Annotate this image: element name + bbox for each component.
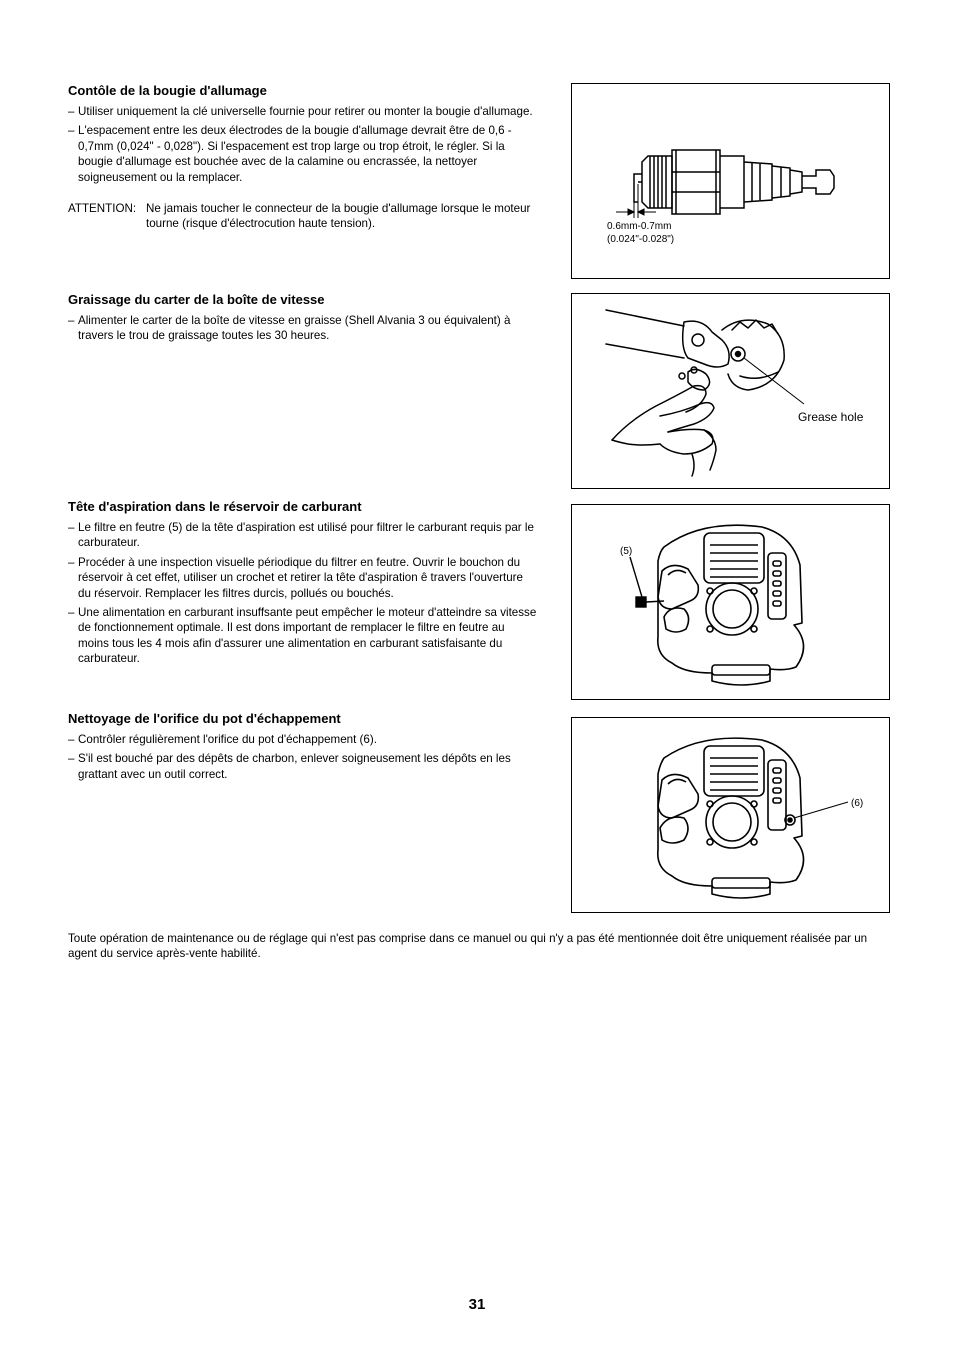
bullet-list xyxy=(68,313,538,344)
list-item: – Procéder à une inspection visuelle périodique du filtrer en feutre. Ouvrir le bouchon du réservoir à cet effet, utiliser un crochet et retirer la tête d'aspiration ê travers l'ouverture du réservoir. Remplacer les filtres durcis, pollués ou bouchés. xyxy=(68,555,538,601)
list-item: – Utiliser uniquement la clé universelle fournie pour retirer ou monter la bougie d'allumage. xyxy=(68,104,538,119)
section-fuel-filter xyxy=(68,499,538,671)
list-item: – Alimenter le carter de la boîte de vitesse en graisse (Shell Alvania 3 ou équivalent) à travers le trou de graissage toutes les 30 heures. xyxy=(68,313,538,344)
list-item: – Une alimentation en carburant insuffsante peut empêcher le moteur d'atteindre sa vitesse de fonctionnement optimale. Il est dons important de remplacer le filtre en feutre au moins tous les 4 mois afin d'assurer une alimentation en carburant satisfaisante du carburateur. xyxy=(68,605,538,667)
page-number: 31 xyxy=(468,1296,486,1313)
list-item: – Le filtre en feutre (5) de la tête d'aspiration est utilisé pour filtrer le carburant requis par le carburateur. xyxy=(68,520,538,551)
figure-gearbox-grease xyxy=(571,293,890,489)
section-gearbox-grease xyxy=(68,292,538,348)
engine-exhaust-illustration xyxy=(572,718,889,912)
bullet-list xyxy=(68,104,538,185)
figure-fuel-filter xyxy=(571,504,890,700)
attention-label: ATTENTION: xyxy=(68,202,137,216)
figure-spark-plug xyxy=(571,83,890,279)
figure-exhaust xyxy=(571,717,890,913)
section-exhaust xyxy=(68,711,538,786)
section-title: Graissage du carter de la boîte de vitesse xyxy=(68,292,325,307)
list-item: – L'espacement entre les deux électrodes de la bougie d'allumage devrait être de 0,6 - 0,7mm (0,024" - 0,028"). Si l'espacement est trop large ou trop étroit, le régler. Si la bougie d'allumage est bouchée avec de la calamine ou encrassée, la nettoyer soigneusement ou la remplacer. xyxy=(68,123,538,185)
attention-text: Ne jamais toucher le connecteur de la bougie d'allumage lorsque le moteur tourne (risque d'électrocution haute tension). xyxy=(146,202,531,231)
grease-hole-label: Grease hole xyxy=(798,410,864,424)
gap-metric-label: 0.6mm-0.7mm xyxy=(607,221,672,232)
engine-illustration xyxy=(572,505,889,699)
section-title: Tête d'aspiration dans le réservoir de carburant xyxy=(68,499,362,514)
attention-note xyxy=(68,201,538,232)
section-title: Contôle de la bougie d'allumage xyxy=(68,83,267,98)
exhaust-label: (6) xyxy=(851,798,864,809)
footer-note: Toute opération de maintenance ou de réglage qui n'est pas comprise dans ce manuel ou qui n'y a pas été mentionnée doit être uniquement réalisée par un agent du service après-vente habilité. xyxy=(68,932,868,961)
section-title: Nettoyage de l'orifice du pot d'échappement xyxy=(68,711,341,726)
list-item: – S'il est bouché par des dépêts de charbon, enlever soigneusement les dépôts en les grattant avec un outil correct. xyxy=(68,751,538,782)
gearbox-illustration xyxy=(572,294,889,488)
bullet-list xyxy=(68,732,538,782)
bullet-list xyxy=(68,520,538,667)
section-spark-plug xyxy=(68,83,538,232)
fuel-filter-label: (5) xyxy=(620,546,633,557)
list-item: – Contrôler régulièrement l'orifice du pot d'échappement (6). xyxy=(68,732,538,747)
spark-plug-illustration xyxy=(572,84,889,278)
gap-imperial-label: (0.024"-0.028") xyxy=(607,234,675,245)
